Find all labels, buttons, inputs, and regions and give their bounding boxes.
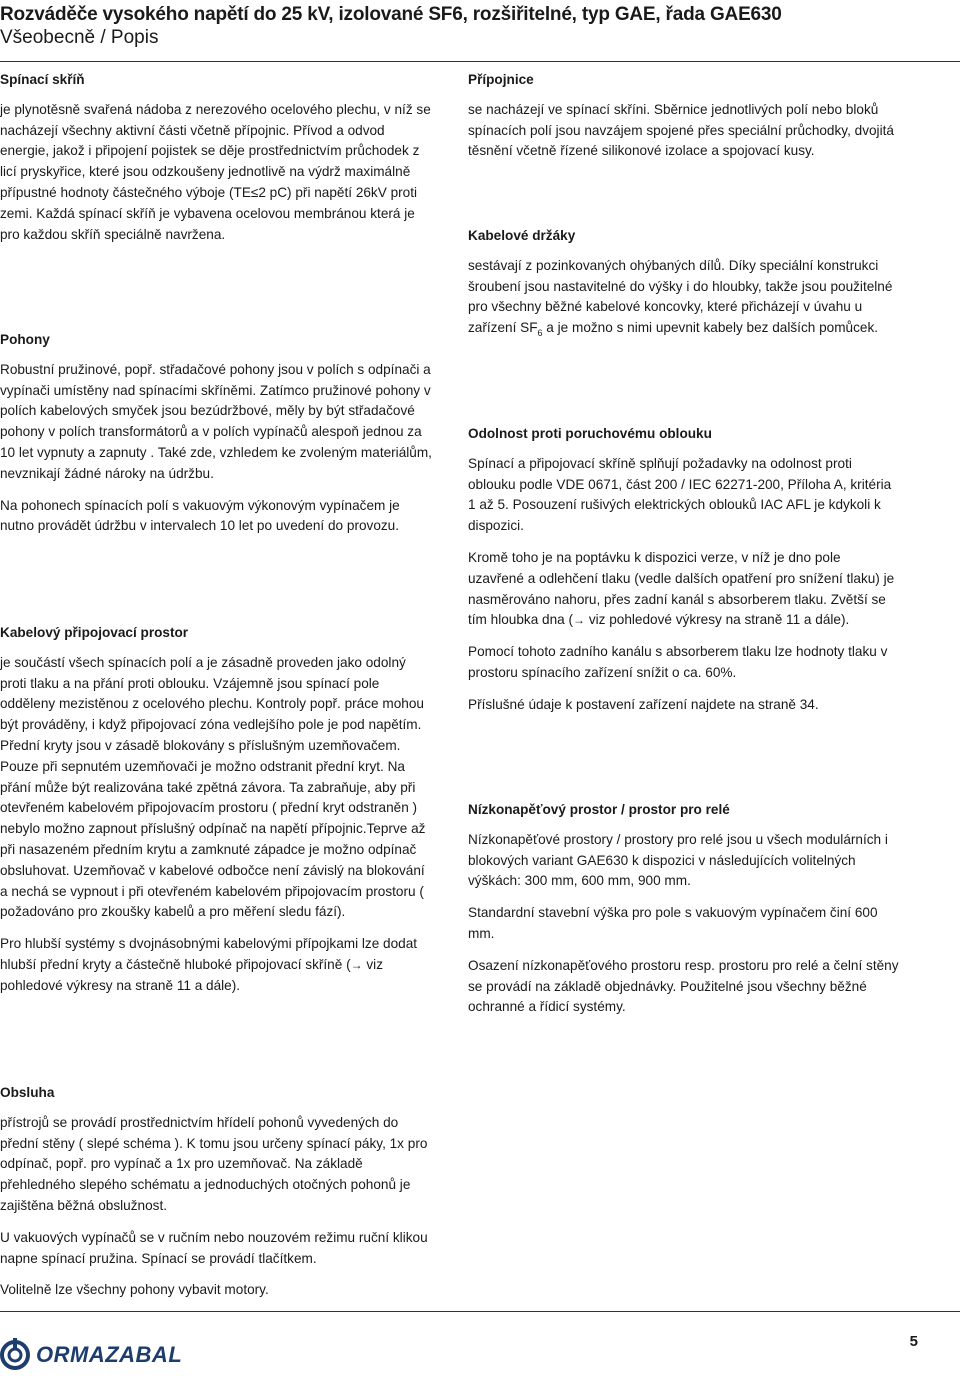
footer-rule [0,1311,960,1312]
section-paragraph: je plynotěsně svařená nádoba z nerezového ocelového plechu, v níž se nacházejí všechny aktivní části včetně přípojnic. Přívod a odvod energie, jakož i připojení pojistek se děje prostřednictvím průchodek z licí pryskyřice, které jsou odzkoušeny jednotlivě na výdrž maximálně přípustné hodnoty částečného výboje (TE≤2 pC) při napětí 26kV proti zemi. Každá spínací skříň je vybavena ocelovou membránou která je pro každou skříň speciálně navržena. [0,101,431,242]
arrow-right-icon: → [350,957,363,972]
section-paragraph: Spínací a připojovací skříně splňují požadavky na odolnost proti oblouku podle VDE 0671, část 200 / IEC 62271-200, Příloha A, kritéria 1 až 5. Posouzení rušivých elektrických oblouků IAC AFL je kdykoli k dispozici. [468,455,892,534]
document-title: Rozváděče vysokého napětí do 25 kV, izolované SF6, rozšiřitelné, typ GAE, řada GAE630 [0,4,782,25]
section-drives [0,330,432,537]
section-low-voltage [468,800,900,1018]
subscript: 6 [537,328,543,339]
section-paragraph: Nízkonapěťové prostory / prostory pro relé jsou u všech modulárních i blokových variant GAE630 k dispozici v následujících volitelných výškách: 300 mm, 600 mm, 900 mm. [468,831,888,889]
section-arc-resistance [468,424,900,716]
section-heading: Kabelový připojovací prostor [0,625,189,640]
text-fragment: a je možno s nimi upevnit kabely bez dalších pomůcek. [542,320,879,336]
ormazabal-logo-icon [0,1338,30,1372]
section-operation [0,1083,432,1301]
section-paragraph: U vakuových vypínačů se v ručním nebo nouzovém režimu ruční klikou napne spínací pružina. Spínací se provádí tlačítkem. [0,1229,428,1266]
logo-wordmark: ORMAZABAL [36,1342,183,1367]
section-paragraph: Pomocí tohoto zadního kanálu s absorberem tlaku lze hodnoty tlaku v prostoru spínacího zařízení snížit o ca. 60%. [468,644,888,680]
section-cable-compartment [0,623,432,997]
section-switch-cabinet [0,70,432,245]
text-fragment: Kromě toho je na poptávku k dispozici verze, v níž je dno pole uzavřené a odlehčení tlaku (vedle dalších opatření pro snížení tlaku) je nasměrováno nahoru, přes zadní kanál s absorberem tlaku. Zvětší se tím hloubka dna ( [468,549,895,628]
section-paragraph: Na pohonech spínacích polí s vakuovým výkonovým vypínačem je nutno provádět údržbu v intervalech 10 let po uvedení do provozu. [0,497,400,534]
section-paragraph: se nacházejí ve spínací skříni. Sběrnice jednotlivých polí nebo bloků spínacích polí jsou navzájem spojené přes speciální průchodky, dvojitá těsnění včetně řízené silikonové izolace a spojovací kusy. [468,101,894,159]
text-fragment: viz pohledové výkresy na straně 11 a dále). [0,956,383,993]
section-paragraph: Robustní pružinové, popř. střadačové pohony jsou v polích s odpínači a vypínači umístěny nad spínacími skříněmi. Zatímco pružinové pohony v polích kabelových smyček jsou bezúdržbové, měly by být střadačové pohony v polích transformátorů a v polích vypínačů alespoň jednou za 10 let vypnuty a zapnuty . Také zde, vzhledem ke zvoleným materiálům, nevznikají žádné nároky na údržbu. [0,361,432,481]
section-paragraph: Příslušné údaje k postavení zařízení najdete na straně 34. [468,696,819,712]
section-heading: Kabelové držáky [468,228,576,243]
page-number: 5 [909,1333,918,1350]
document-subtitle: Všeobecně / Popis [0,27,159,48]
text-fragment: viz pohledové výkresy na straně 11 a dále). [585,612,850,628]
section-paragraph [468,256,900,340]
section-paragraph [468,548,900,631]
section-heading: Obsluha [0,1085,55,1100]
text-fragment: Pro hlubší systémy s dvojnásobnými kabelovými přípojkami lze dodat hlubší přední kryty a částečně hluboké připojovací skříně ( [0,936,418,972]
header-rule [0,61,960,62]
text-fragment: sestávají z pozinkovaných ohýbaných dílů. Díky speciální konstrukci šroubení jsou nastavitelné do výšky i do hloubky, takže jsou použitelné pro všechny běžné kabelové koncovky, které přicházejí v úvahu u zařízení SF [468,257,893,336]
company-logo [0,1338,182,1372]
section-heading: Nízkonapěťový prostor / prostor pro relé [468,802,730,817]
section-paragraph: Osazení nízkonapěťového prostoru resp. prostoru pro relé a čelní stěny se provádí na základě objednávky. Použitelné jsou všechny běžné ochranné a řídicí systémy. [468,957,899,1015]
section-heading: Přípojnice [468,72,534,87]
section-paragraph [0,934,432,996]
section-paragraph: přístrojů se provádí prostřednictvím hřídelí pohonů vyvedených do přední stěny ( slepé schéma ). K tomu jsou určeny spínací páky, 1x pro odpínač, popř. pro vypínač a 1x pro uzemňovač. Na základě přehledného slepého schématu a jednoduchých otočných pohonů je zajištěna běžná obslužnost. [0,1114,428,1213]
section-busbars [468,70,900,162]
section-cable-brackets [468,226,900,340]
section-paragraph: Volitelně lze všechny pohony vybavit motory. [0,1282,269,1298]
section-paragraph: Standardní stavební výška pro pole s vakuovým vypínačem činí 600 mm. [468,905,878,941]
arrow-right-icon: → [573,613,586,628]
section-paragraph: je součástí všech spínacích polí a je zásadně proveden jako odolný proti tlaku a na přání proti oblouku. Vzájemně jsou spínací pole odděleny mezistěnou z ocelového plechu. Kontroly popř. práce mohou být prováděny, i když připojovací zóna vedlejšího pole je pod napětím. Přední kryty jsou v zásadě blokovány s příslušným uzemňovačem. Pouze při sepnutém uzemňovači je možno odstranit přední kryt. Na přání může být realizována také zpětná závora. Ta zabraňuje, aby při otevřeném kabelovém připojovacím prostoru ( přední kryt odstraněn ) nebylo možno zapnout příslušný odpínač na napětí přípojnic.Teprve až při nasazeném předním krytu a zamknuté západce je možno odpínač obsluhovat. Uzemňovač v kabelové odbočce není závislý na blokování a nechá se vypnout i při otevřeném kabelovém připojovacím prostoru ( požadováno pro zkoušky kabelů a pro měření sledu fází). [0,654,426,920]
section-heading: Odolnost proti poruchovému oblouku [468,426,712,441]
section-heading: Spínací skříň [0,72,85,87]
section-heading: Pohony [0,332,50,347]
